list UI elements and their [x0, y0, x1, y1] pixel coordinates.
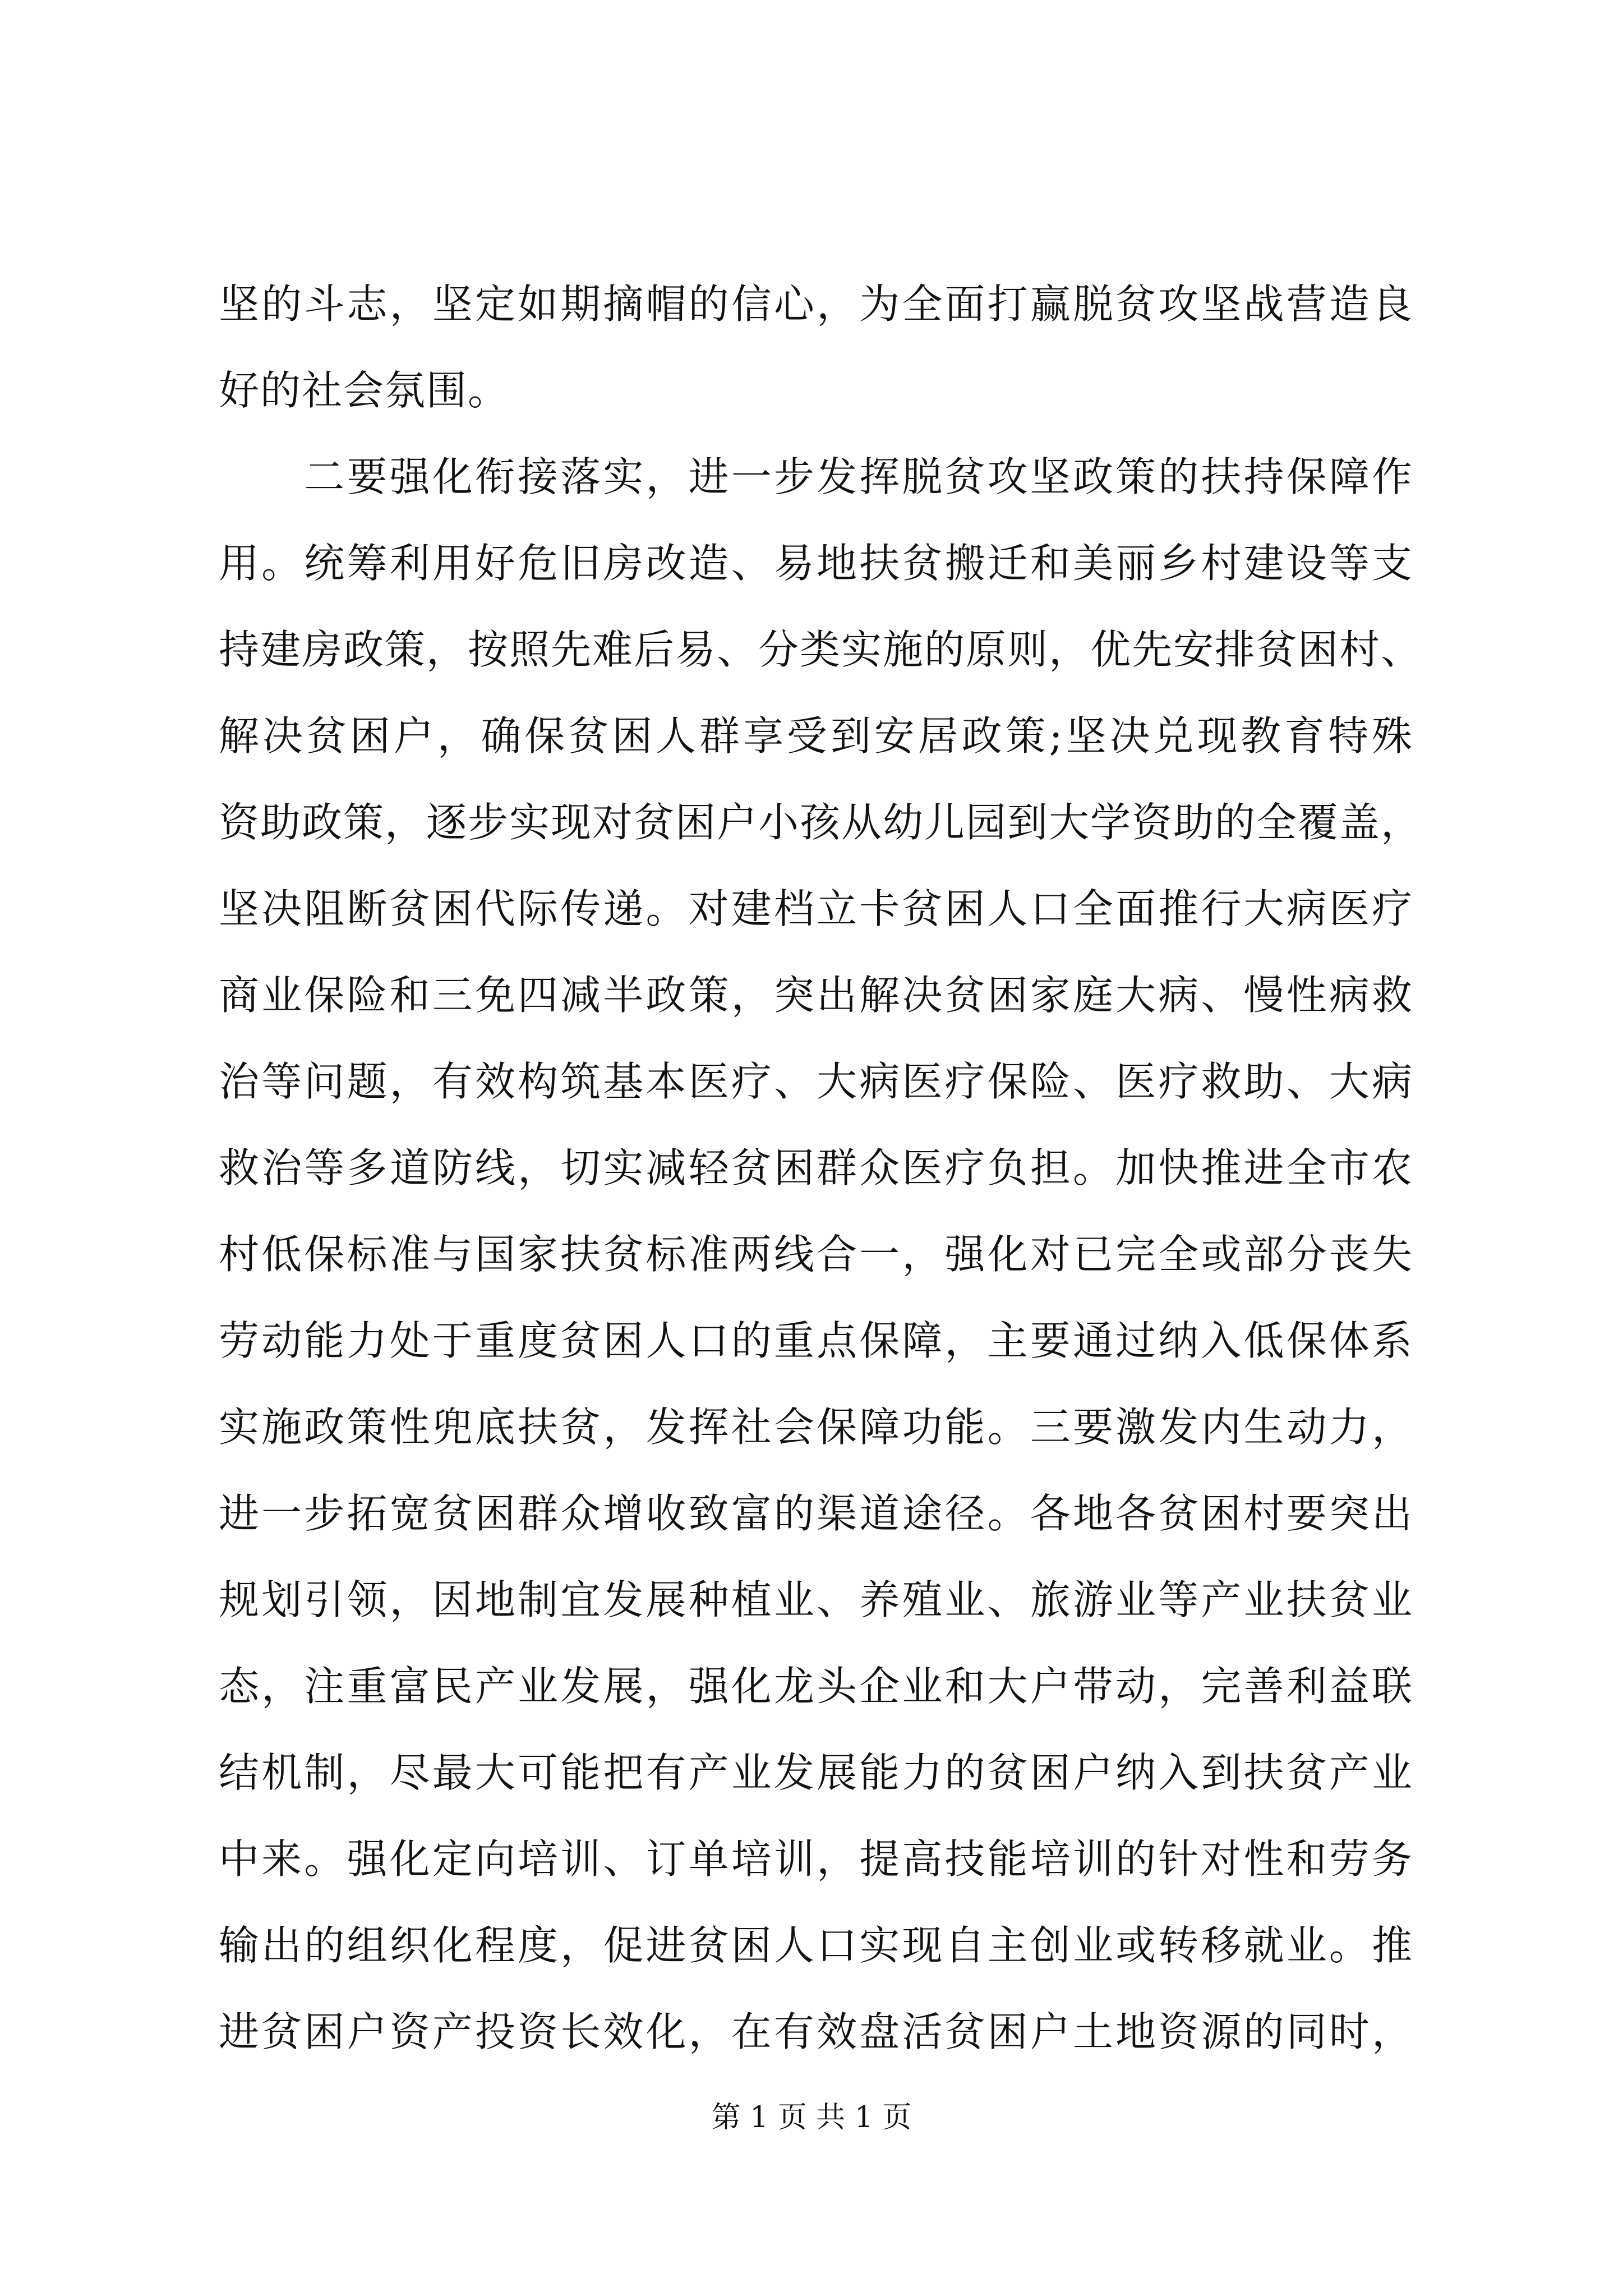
text-line: 态，注重富民产业发展，强化龙头企业和大户带动，完善利益联	[219, 1663, 1413, 1710]
text-line: 资助政策，逐步实现对贫困户小孩从幼儿园到大学资助的全覆盖，	[219, 799, 1423, 846]
text-line: 商业保险和三免四减半政策，突出解决贫困家庭大病、慢性病救	[219, 972, 1413, 1019]
text-line: 用。统筹利用好危旧房改造、易地扶贫搬迁和美丽乡村建设等支	[219, 540, 1413, 587]
text-line: 坚决阻断贫困代际传递。对建档立卡贫困人口全面推行大病医疗	[219, 885, 1413, 932]
text-line: 坚的斗志，坚定如期摘帽的信心，为全面打赢脱贫攻坚战营造良	[219, 280, 1413, 328]
text-line: 好的社会氛围。	[219, 367, 510, 414]
text-line: 实施政策性兜底扶贫，发挥社会保障功能。三要激发内生动力，	[219, 1404, 1413, 1451]
page-footer: 第 1 页 共 1 页	[711, 2101, 912, 2134]
text-line: 规划引领，因地制宜发展种植业、养殖业、旅游业等产业扶贫业	[219, 1576, 1413, 1623]
text-line: 救治等多道防线，切实减轻贫困群众医疗负担。加快推进全市农	[219, 1144, 1413, 1191]
text-line: 中来。强化定向培训、订单培训，提高技能培训的针对性和劳务	[219, 1835, 1413, 1883]
text-line: 解决贫困户，确保贫困人群享受到安居政策;坚决兑现教育特殊	[219, 712, 1413, 760]
text-line: 进贫困户资产投资长效化，在有效盘活贫困户土地资源的同时，	[219, 2008, 1413, 2055]
body-text	[219, 261, 1423, 2075]
text-line: 持建房政策，按照先难后易、分类实施的原则，优先安排贫困村、	[219, 626, 1423, 673]
text-line: 治等问题，有效构筑基本医疗、大病医疗保险、医疗救助、大病	[219, 1058, 1413, 1105]
text-line: 输出的组织化程度，促进贫困人口实现自主创业或转移就业。推	[219, 1922, 1413, 1969]
text-line: 结机制，尽最大可能把有产业发展能力的贫困户纳入到扶贫产业	[219, 1749, 1413, 1796]
text-line: 进一步拓宽贫困群众增收致富的渠道途径。各地各贫困村要突出	[219, 1490, 1413, 1537]
text-line: 二要强化衔接落实，进一步发挥脱贫攻坚政策的扶持保障作	[219, 453, 1413, 500]
text-line: 劳动能力处于重度贫困人口的重点保障，主要通过纳入低保体系	[219, 1317, 1413, 1364]
text-line: 村低保标准与国家扶贫标准两线合一，强化对已完全或部分丧失	[219, 1231, 1413, 1278]
